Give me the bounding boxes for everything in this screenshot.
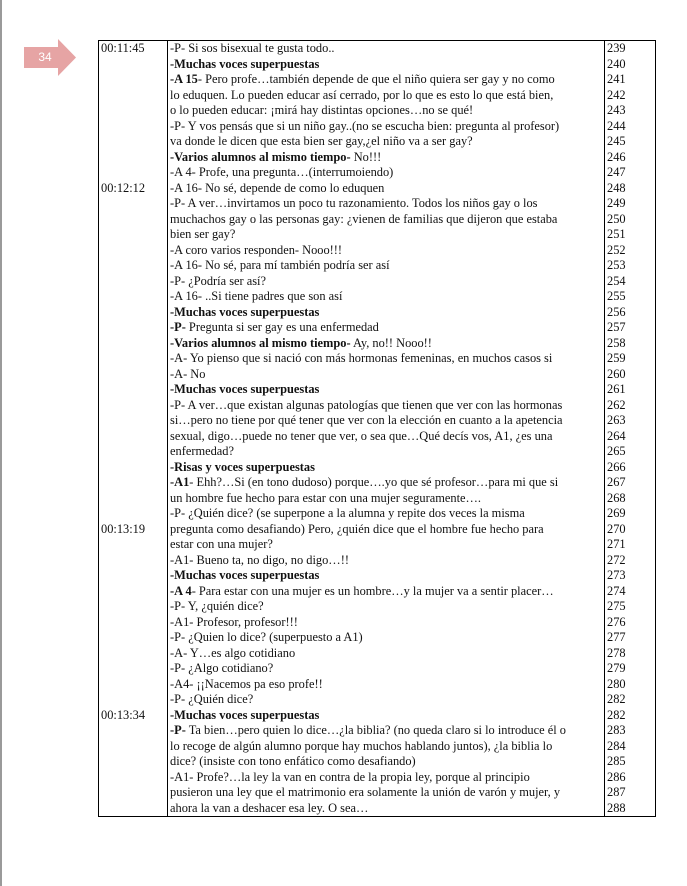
line-number: 246 (607, 149, 626, 164)
line-number: 271 (607, 537, 626, 551)
speaker-label: -P- (170, 320, 186, 334)
line-text: - Pero profe…también depende de que el niño quiera ser gay y no como (197, 72, 555, 86)
timestamp-column (99, 41, 168, 817)
transcript-line (170, 258, 604, 274)
transcript-line (170, 243, 604, 259)
line-number: 247 (607, 165, 626, 179)
line-number: 256 (607, 304, 626, 319)
line-text: -P- A ver…invirtamos un poco tu razonamiento. Todos los niños gay o los (170, 196, 538, 210)
line-text: -A1- Profesor, profesor!!! (170, 614, 298, 629)
line-number: 287 (607, 785, 626, 799)
transcript-line (170, 134, 604, 150)
line-number: 244 (607, 118, 626, 133)
transcript-line (170, 305, 604, 321)
line-text: -P- Si sos bisexual te gusta todo.. (170, 41, 335, 55)
line-number: 259 (607, 351, 626, 365)
transcript-line (170, 398, 604, 414)
transcript-table (98, 40, 656, 817)
line-text: muchachos gay o las personas gay: ¿vienen de familias que dijeron que estaba (170, 211, 558, 226)
line-text: -P- ¿Quién dice? (se superpone a la alumna y repite dos veces la misma (170, 506, 525, 520)
line-text: -A- Yo pienso que si nació con más hormonas femeninas, en muchos casos si (170, 351, 553, 365)
line-number: 282 (607, 707, 626, 722)
line-number: 243 (607, 103, 626, 117)
line-number: 283 (607, 723, 626, 737)
speaker-label: -A 4 (170, 583, 192, 598)
transcript-line (170, 150, 604, 166)
line-text: va donde le dicen que esta bien ser gay,¿el niño va a ser gay? (170, 134, 473, 148)
line-number: 252 (607, 242, 626, 257)
line-number: 284 (607, 738, 626, 753)
line-number: 266 (607, 459, 626, 474)
transcript-line (170, 413, 604, 429)
transcript-line (170, 196, 604, 212)
line-text: -P- ¿Algo cotidiano? (170, 661, 274, 675)
line-text: -A coro varios responden- Nooo!!! (170, 242, 343, 257)
line-number: 277 (607, 630, 626, 644)
line-text: sexual, digo…puede no tener que ver, o sea que…Qué decís vos, A1, ¿es una (170, 428, 553, 443)
line-number: 285 (607, 754, 626, 768)
line-number: 267 (607, 475, 626, 489)
line-number: 250 (607, 211, 626, 226)
line-number: 274 (607, 583, 626, 598)
line-number: 272 (607, 552, 626, 567)
line-text: -A- No (170, 366, 206, 381)
transcript-line (170, 289, 604, 305)
line-number: 269 (607, 506, 626, 520)
transcript-line (170, 770, 604, 786)
line-number: 262 (607, 397, 626, 412)
transcript-line (170, 72, 604, 88)
line-number: 275 (607, 599, 626, 613)
transcript-line (170, 429, 604, 445)
line-text: -P- ¿Podría ser así? (170, 273, 266, 288)
line-text: -A 4- Profe, una pregunta…(interrumoiendo) (170, 165, 394, 179)
line-number: 270 (607, 521, 626, 536)
line-text: -A 16- No sé, para mí también podría ser así (170, 258, 390, 272)
transcript-line (170, 537, 604, 553)
line-number: 282 (607, 692, 626, 706)
transcript-line (170, 165, 604, 181)
transcript-line (170, 677, 604, 693)
transcript-line (170, 212, 604, 228)
transcript-line (170, 692, 604, 708)
line-number: 280 (607, 676, 626, 691)
line-text: lo eduquen. Lo pueden educar así cerrado, por lo que es esto lo que está bien, (170, 87, 554, 102)
speaker-label: -Muchas voces superpuestas (170, 304, 320, 319)
speaker-label: -Varios alumnos al mismo tiempo- (170, 335, 351, 350)
transcript-line (170, 227, 604, 243)
table-row (99, 41, 656, 817)
line-text: -A1- Profe?…la ley la van en contra de la propia ley, porque al principio (170, 769, 530, 784)
line-text: -A 16- No sé, depende de como lo eduquen (170, 180, 385, 195)
line-text: Ay, no!! Nooo!! (350, 335, 432, 350)
speaker-label: -Muchas voces superpuestas (170, 56, 320, 71)
speaker-label: -Muchas voces superpuestas (170, 707, 320, 722)
line-number: 263 (607, 413, 626, 427)
speaker-label: -Risas y voces superpuestas (170, 459, 315, 474)
transcript-line (170, 88, 604, 104)
line-text: -A- Y…es algo cotidiano (170, 645, 296, 660)
line-number: 273 (607, 568, 626, 582)
line-text: - Ehh?…Si (en tono dudoso) porque….yo que sé profesor…para mi que si (189, 475, 559, 489)
line-text: un hombre fue hecho para estar con una mujer seguramente…. (170, 490, 482, 505)
line-number: 254 (607, 273, 626, 288)
transcript-line (170, 382, 604, 398)
transcript-line (170, 119, 604, 135)
speaker-label: -Muchas voces superpuestas (170, 568, 320, 582)
transcript-line (170, 801, 604, 817)
transcript-line (170, 599, 604, 615)
line-number: 257 (607, 320, 626, 334)
line-number: 288 (607, 800, 626, 815)
line-number: 258 (607, 335, 626, 350)
transcript-line (170, 708, 604, 724)
line-text: dice? (insiste con tono enfático como desafiando) (170, 754, 416, 768)
line-number-column (605, 41, 656, 817)
line-number: 253 (607, 258, 626, 272)
transcript-line (170, 460, 604, 476)
line-number: 245 (607, 134, 626, 148)
line-number: 276 (607, 614, 626, 629)
page-number-arrow (24, 39, 76, 76)
line-text: o lo pueden educar: ¡mirá hay distintas opciones…no se qué! (170, 103, 474, 117)
line-text: pusieron una ley que el matrimonio era solamente la unión de varón y mujer, y (170, 785, 561, 799)
transcript-line (170, 351, 604, 367)
line-text: -P- Y, ¿quién dice? (170, 599, 264, 613)
transcript-line (170, 57, 604, 73)
line-number: 265 (607, 444, 626, 458)
timestamp: 00:13:19 (101, 521, 146, 536)
transcript-line (170, 491, 604, 507)
transcript-line (170, 181, 604, 197)
transcript-line (170, 584, 604, 600)
transcript-line (170, 367, 604, 383)
transcript-line (170, 506, 604, 522)
line-number: 251 (607, 227, 626, 241)
line-text: -A4- ¡¡Nacemos pa eso profe!! (170, 676, 323, 691)
line-text: -A 16- ..Si tiene padres que son así (170, 289, 343, 303)
line-number: 239 (607, 41, 626, 55)
transcript-line (170, 475, 604, 491)
transcript-line (170, 553, 604, 569)
transcript-line (170, 444, 604, 460)
line-number: 278 (607, 645, 626, 660)
speaker-label: -A1 (170, 475, 190, 489)
line-text: enfermedad? (170, 444, 234, 458)
transcript-line (170, 103, 604, 119)
line-text: -A1- Bueno ta, no digo, no digo…!! (170, 552, 349, 567)
transcript-line (170, 630, 604, 646)
line-number: 279 (607, 661, 626, 675)
transcript-line (170, 320, 604, 336)
line-text: bien ser gay? (170, 227, 236, 241)
line-text: estar con una mujer? (170, 537, 273, 551)
line-text: lo recoge de algún alumno porque hay muchos hablando juntos), ¿la biblia lo (170, 738, 553, 753)
timestamp: 00:13:34 (101, 707, 146, 722)
line-number: 240 (607, 56, 626, 71)
line-number: 255 (607, 289, 626, 303)
transcript-line (170, 615, 604, 631)
transcript-line (170, 568, 604, 584)
speaker-label: -Varios alumnos al mismo tiempo- (170, 149, 351, 164)
line-number: 286 (607, 769, 626, 784)
line-number: 249 (607, 196, 626, 210)
line-text: Pregunta si ser gay es una enfermedad (185, 320, 379, 334)
speaker-label: -P- (170, 723, 186, 737)
transcript-line (170, 274, 604, 290)
speaker-label: -A 15 (170, 72, 198, 86)
line-number: 241 (607, 72, 626, 86)
line-text: si…pero no tiene por qué tener que ver con la elección en cuanto a la apetencia (170, 413, 563, 427)
line-text: ahora la van a deshacer esa ley. O sea… (170, 800, 369, 815)
timestamp: 00:12:12 (101, 180, 146, 195)
line-text: - Para estar con una mujer es un hombre…y la mujer va a sentir placer… (191, 583, 554, 598)
transcript-line (170, 41, 604, 57)
speaker-label: -Muchas voces superpuestas (170, 382, 320, 396)
line-text: -P- ¿Quién dice? (170, 692, 254, 706)
transcript-text-column (168, 41, 605, 817)
transcript-line (170, 646, 604, 662)
line-number: 260 (607, 366, 626, 381)
line-text: -P- A ver…que existan algunas patologías que tienen que ver con las hormonas (170, 397, 563, 412)
line-number: 268 (607, 490, 626, 505)
page-left-edge (0, 0, 2, 886)
transcript-line (170, 723, 604, 739)
transcript-line (170, 661, 604, 677)
transcript-line (170, 754, 604, 770)
line-number: 261 (607, 382, 626, 396)
transcript-line (170, 739, 604, 755)
line-number: 264 (607, 428, 626, 443)
line-text: -P- ¿Quien lo dice? (superpuesto a A1) (170, 630, 363, 644)
timestamp: 00:11:45 (101, 41, 145, 55)
line-text: -P- Y vos pensás que si un niño gay..(no se escucha bien: pregunta al profesor) (170, 118, 560, 133)
line-text: No!!! (350, 149, 382, 164)
transcript-line (170, 522, 604, 538)
page-number: 34 (38, 50, 52, 64)
line-number: 248 (607, 180, 626, 195)
line-number: 242 (607, 87, 626, 102)
line-text: Ta bien…pero quien lo dice…¿la biblia? (no queda claro si lo introduce él o (185, 723, 566, 737)
line-text: pregunta como desafiando) Pero, ¿quién dice que el hombre fue hecho para (170, 521, 544, 536)
transcript-line (170, 336, 604, 352)
transcript-line (170, 785, 604, 801)
